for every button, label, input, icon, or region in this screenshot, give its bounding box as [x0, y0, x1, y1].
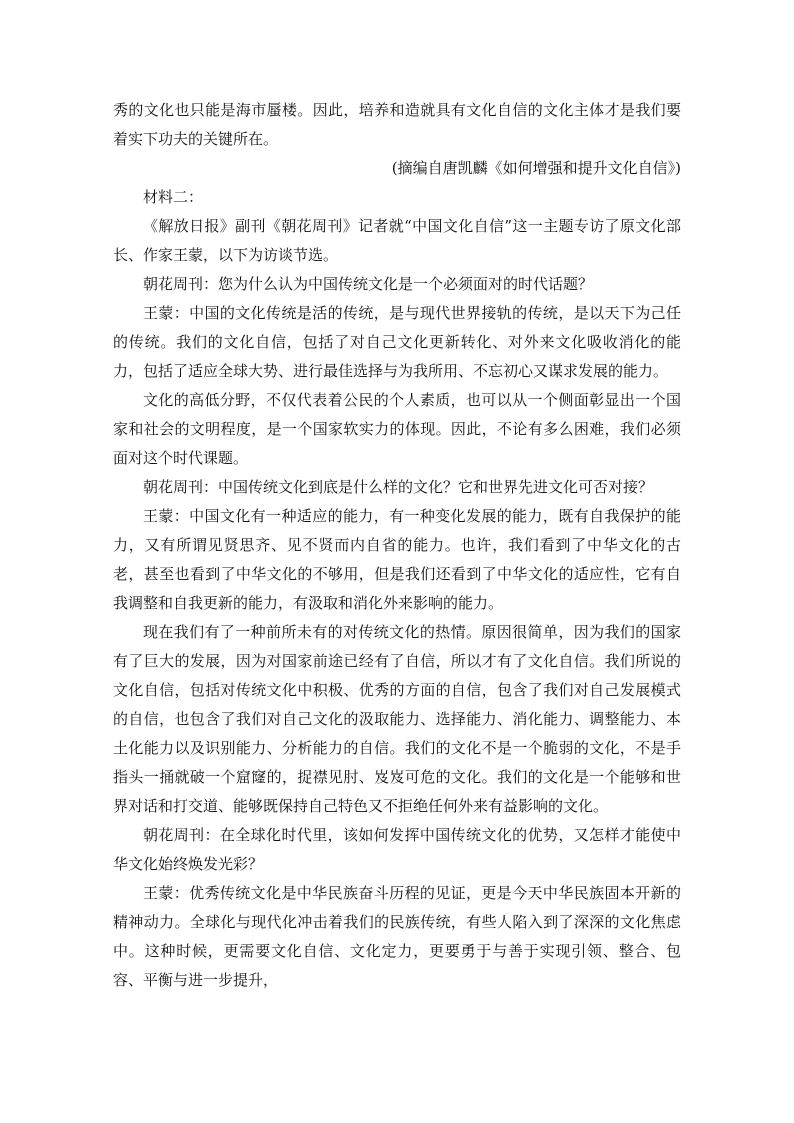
interview-answer: 王蒙：优秀传统文化是中华民族奋斗历程的见证，更是今天中华民族固本开新的精神动力。全球化与现代化冲击着我们的民族传统，有些人陷入到了深深的文化焦虑中。这种时候，更需要文化自信、文化定力，更要勇于与善于实现引领、整合、包容、平衡与进一步提升， [113, 884, 681, 989]
paragraph-continuation: 秀的文化也只能是海市蜃楼。因此，培养和造就具有文化自信的文化主体才是我们要着实下功夫的关键所在。 [113, 101, 681, 148]
interview-question: 朝花周刊：在全球化时代里，该如何发挥中国传统文化的优势，又怎样才能使中华文化始终焕发光彩？ [113, 826, 681, 873]
document-page [113, 96, 681, 995]
interview-answer: 文化的高低分野，不仅代表着公民的个人素质，也可以从一个侧面彰显出一个国家和社会的文明程度，是一个国家软实力的体现。因此，不论有多么困难，我们必须面对这个时代课题。 [113, 391, 681, 467]
source-citation: (摘编自唐凯麟《如何增强和提升文化自信》) [391, 159, 681, 177]
interview-answer: 王蒙：中国文化有一种适应的能力，有一种变化发展的能力，既有自我保护的能力，又有所谓见贤思齐、见不贤而内自省的能力。也许，我们看到了中华文化的古老，甚至也看到了中华文化的不够用，但是我们还看到了中华文化的适应性，它有自我调整和自我更新的能力，有汲取和消化外来影响的能力。 [113, 507, 681, 612]
interview-question: 朝花周刊：中国传统文化到底是什么样的文化？它和世界先进文化可否对接？ [143, 478, 654, 496]
interview-answer: 现在我们有了一种前所未有的对传统文化的热情。原因很简单，因为我们的国家有了巨大的发展，因为对国家前途已经有了自信，所以才有了文化自信。我们所说的文化自信，包括对传统文化中积极、优秀的方面的自信，包含了我们对自己发展模式的自信，也包含了我们对自己文化的汲取能力、选择能力、消化能力、调整能力、本土化能力以及识别能力、分析能力的自信。我们的文化不是一个脆弱的文化，不是手指头一捅就破一个窟窿的，捉襟见肘、岌岌可危的文化。我们的文化是一个能够和世界对话和打交道、能够既保持自己特色又不拒绝任何外来有益影响的文化。 [113, 623, 681, 815]
material-heading: 材料二： [143, 188, 204, 206]
interview-answer: 王蒙：中国的文化传统是活的传统，是与现代世界接轨的传统，是以天下为己任的传统。我们的文化自信，包括了对自己文化更新转化、对外来文化吸收消化的能力，包括了适应全球大势、进行最佳选择与为我所用、不忘初心又谋求发展的能力。 [113, 304, 681, 380]
interview-intro: 《解放日报》副刊《朝花周刊》记者就“中国文化自信”这一主题专访了原文化部长、作家王蒙，以下为访谈节选。 [113, 217, 681, 264]
interview-question: 朝花周刊：您为什么认为中国传统文化是一个必须面对的时代话题？ [143, 275, 594, 293]
